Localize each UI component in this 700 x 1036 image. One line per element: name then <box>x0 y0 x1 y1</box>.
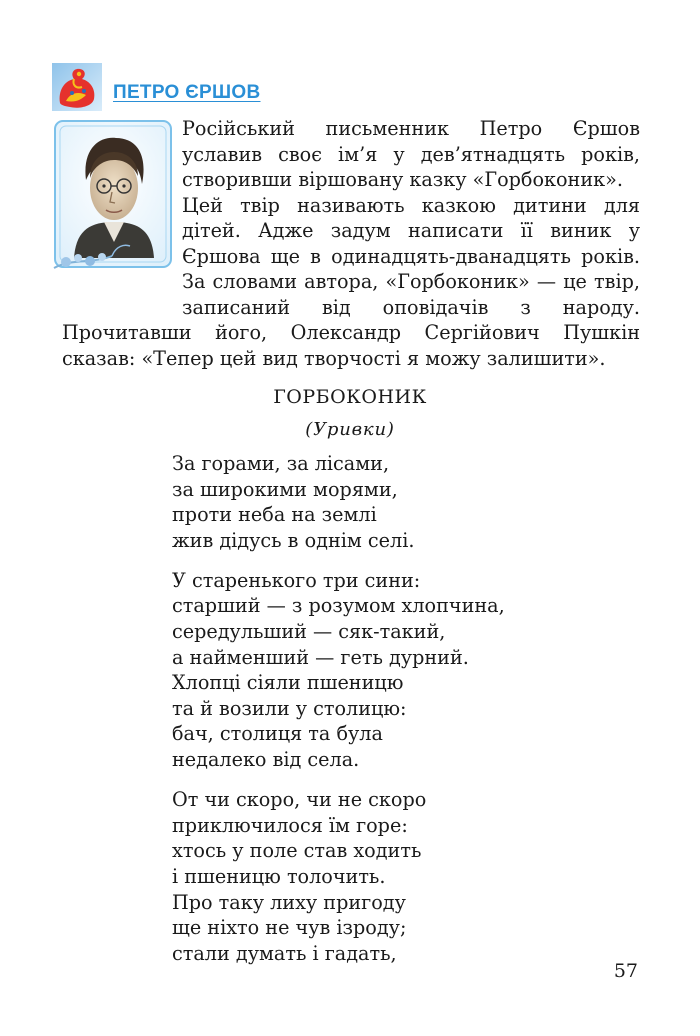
poem-line: та й возили у столицю: <box>172 696 407 720</box>
poem-stanza <box>172 568 505 773</box>
poem-line: От чи скоро, чи не скоро <box>172 788 427 812</box>
poem-subtitle: (Уривки) <box>305 419 395 440</box>
firebird-icon <box>52 63 102 111</box>
poem-line: проти неба на землі <box>172 503 377 527</box>
intro-paragraph: Російський письменник Петро Єршов уславив своє ім’я у дев’ятнадцять років, створивши віршовану казку «Горбоконик». <box>182 117 640 191</box>
poem-line: недалеко від села. <box>172 748 360 772</box>
poem-line: і пшеницю толочить. <box>172 864 386 888</box>
poem-line: За горами, за лісами, <box>172 452 390 475</box>
poem-body <box>172 451 505 981</box>
poem-line: за широкими морями, <box>172 477 398 501</box>
poem-line: ще ніхто не чув ізроду; <box>172 916 407 940</box>
page-number: 57 <box>613 960 638 982</box>
poem-line: бач, столиця та була <box>172 722 383 746</box>
poem-line: а найменший — геть дурний. <box>172 645 469 669</box>
intro-paragraph: Цей твір називають казкою дитини для дітей. Адже задум написати її виник у Єршова ще в одинадцять-дванадцять років. За словами автора, «Горбоконик» — це твір, записаний від оповідачів з народу. Прочитавши його, Олександр Сергійович Пушкін сказав: «Тепер цей вид творчості я можу залишити». <box>62 193 640 370</box>
poem-line: середульший — сяк-такий, <box>172 620 446 644</box>
poem-line: Хлопці сіяли пшеницю <box>172 671 404 695</box>
author-heading: ПЕТРО ЄРШОВ <box>113 82 261 103</box>
poem-stanza <box>172 451 505 553</box>
poem-line: приключилося їм горе: <box>172 813 408 837</box>
poem-line: У старенького три сини: <box>172 568 421 592</box>
poem-line: хтось у поле став ходить <box>172 839 422 863</box>
portrait-spacer <box>62 116 182 296</box>
poem-line: жив дідусь в однім селі. <box>172 528 415 552</box>
poem-line: стали думать і гадать, <box>172 941 397 965</box>
poem-line: Про таку лиху пригоду <box>172 890 406 914</box>
poem-line: старший — з розумом хлопчина, <box>172 594 505 618</box>
author-intro <box>62 116 640 371</box>
poem-stanza <box>172 787 505 966</box>
poem-title: ГОРБОКОНИК <box>273 386 427 408</box>
